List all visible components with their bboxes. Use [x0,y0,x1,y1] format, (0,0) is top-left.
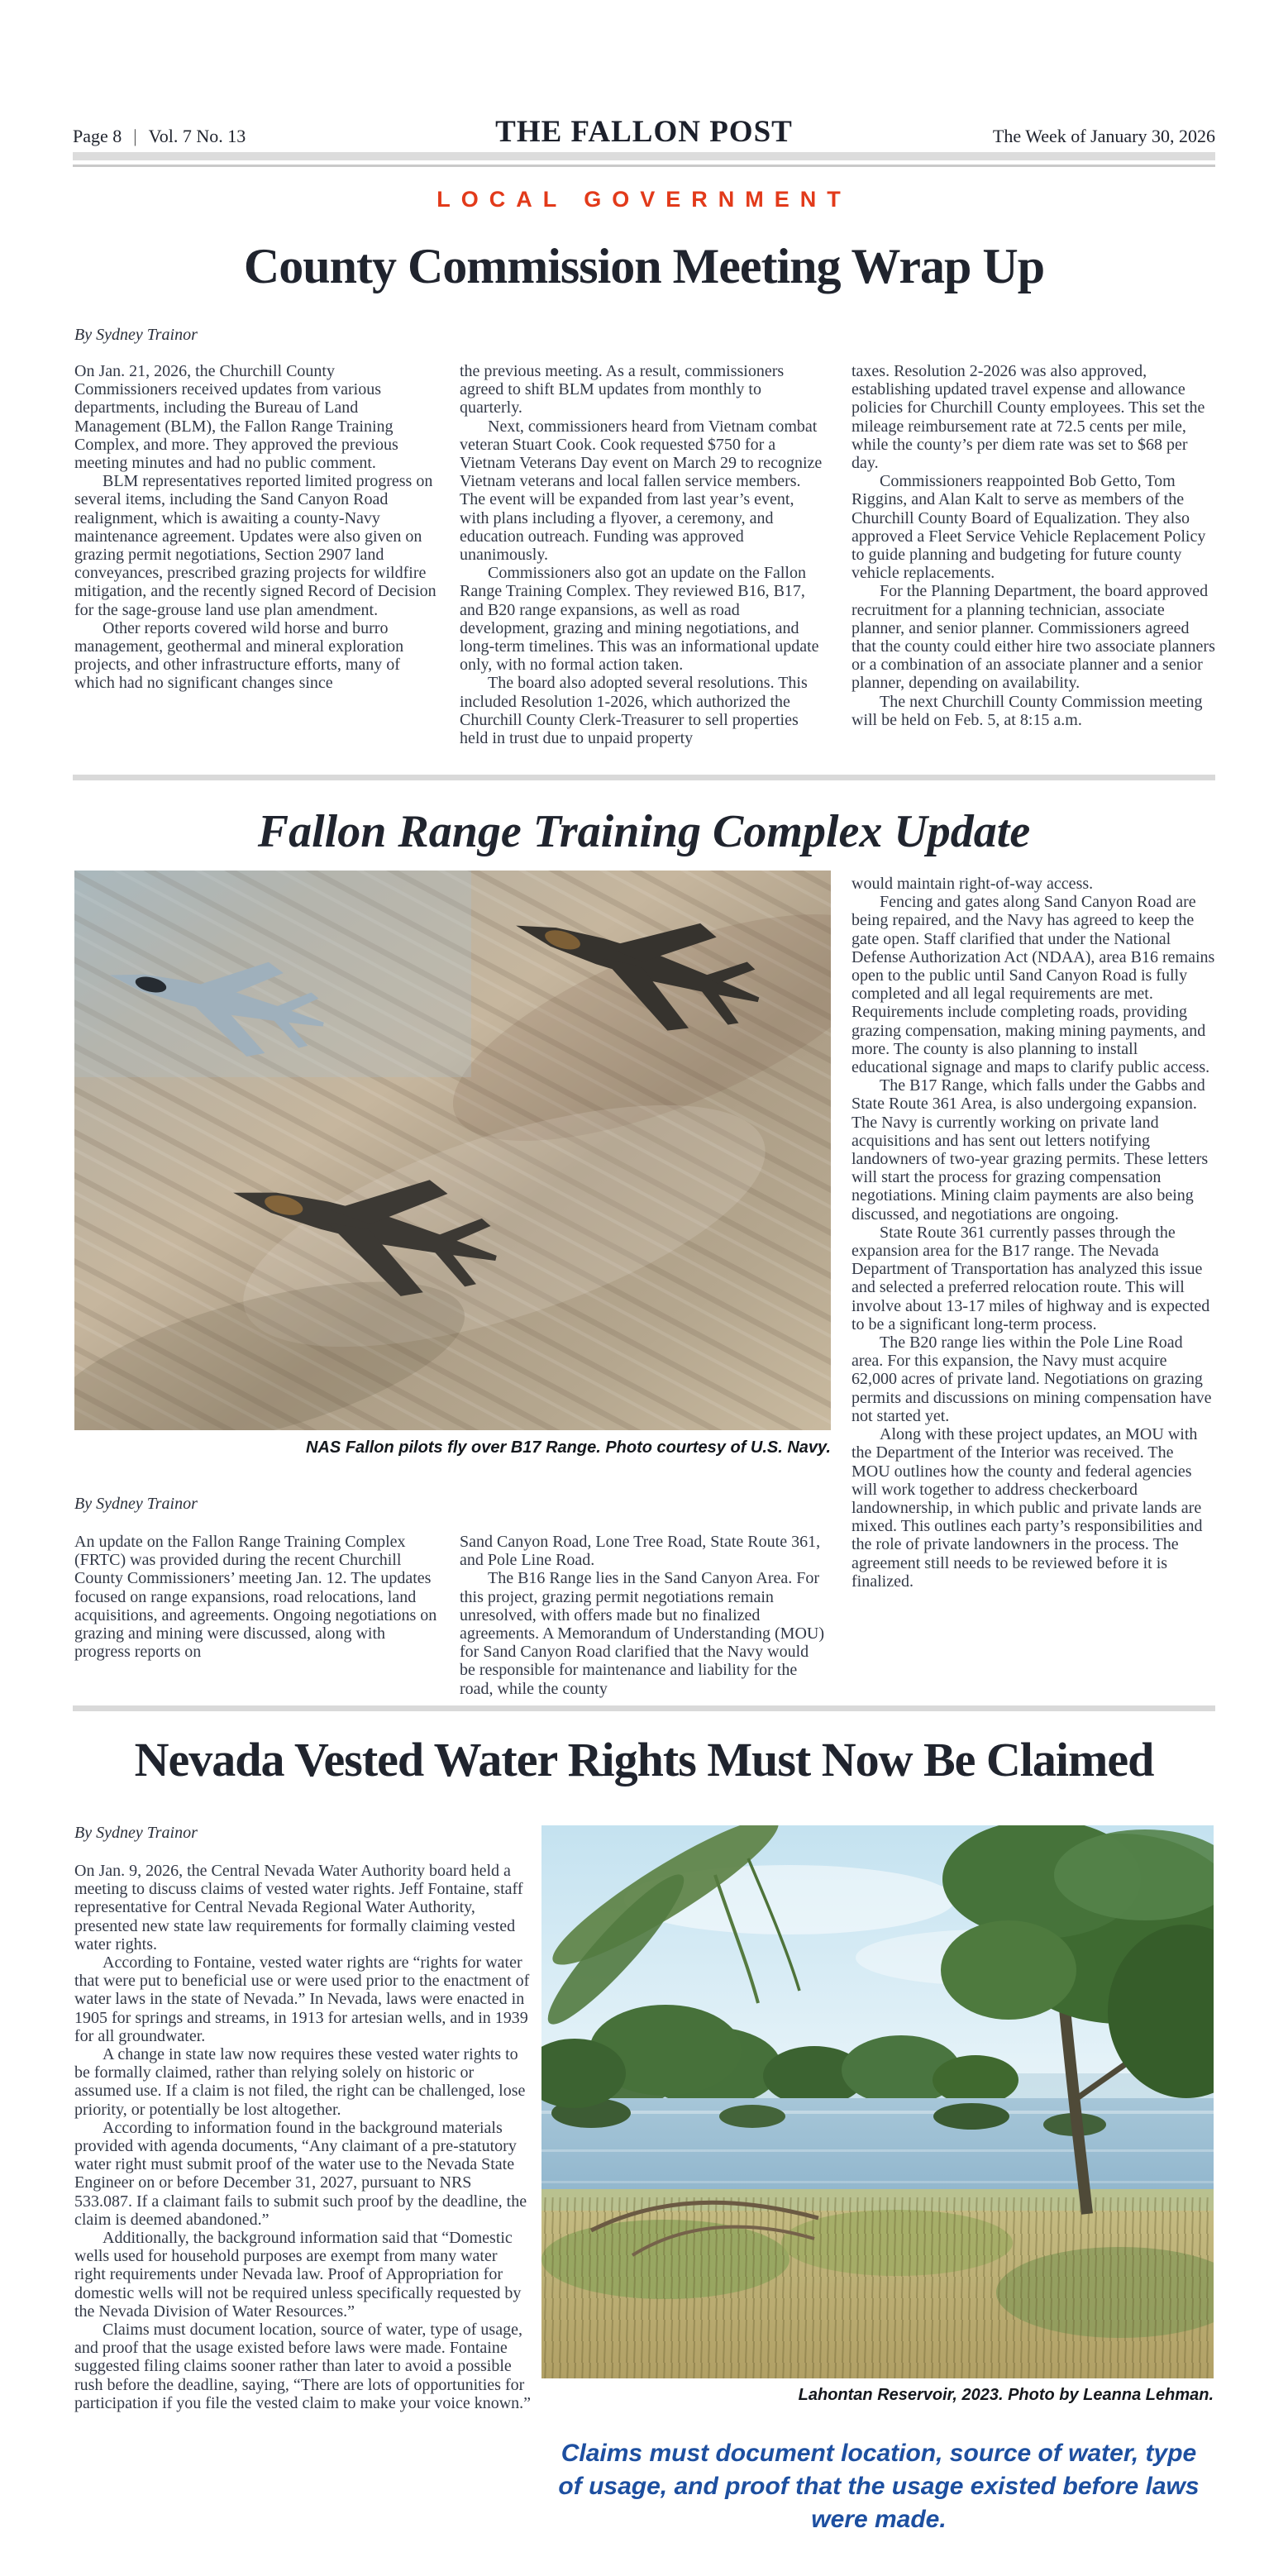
paragraph: An update on the Fallon Range Training Complex (FRTC) was provided during the recent Churchill County Commissioners’ meeting Jan. 12. The updates focused on range expansions, road relocations, land acquisitions, and agreements. Ongoing negotiations on grazing and mining were discussed, along with progress reports on [74,1533,437,1662]
article2-right-column [852,875,1215,1591]
paragraph: State Route 361 currently passes through the expansion area for the B17 range. The Nevada Department of Transportation has analyzed this issue and selected a preferred relocation route. This will involve about 13-17 miles of highway and is expected to be a significant long-term process. [852,1223,1210,1333]
pull-quote: Claims must document location, source of water, type of usage, and proof that the usage existed before laws were made. [558,2440,1200,2534]
article3-byline: By Sydney Trainor [74,1824,198,1842]
paragraph: According to Fontaine, vested water rights are “rights for water that were put to beneficial use or were used prior to the enactment of water laws in the state of Nevada.” In Nevada, laws were enacted in 1905 for springs and streams, in 1913 for artesian wells, and in 1939 for all groundwater. [74,1953,530,2045]
header-date: The Week of January 30, 2026 [992,126,1215,146]
article2-below-left-column [74,1533,440,1661]
article2-byline: By Sydney Trainor [74,1495,198,1513]
paragraph: Additionally, the background information said that “Domestic wells used for household purposes are exempt from many water right requirements under Nevada law. Proof of Appropriation for domestic wells will not be required unless specifically requested by the Nevada Division of Water Resources.” [74,2229,522,2321]
paragraph: Next, commissioners heard from Vietnam combat veteran Stuart Cook. Cook requested $750 for a Vietnam Veterans Day event on March 29 to recognize Vietnam veterans and local fallen service members. The event will be expanded from last year’s event, with plans including a flyover, a ceremony, and education outreach. Funding was approved unanimously. [460,417,823,565]
paragraph: The board also adopted several resolutions. This included Resolution 1-2026, which authorized the Churchill County Clerk-Treasurer to sell properties held in trust due to unpaid property [460,674,808,748]
reservoir-photo-illustration [541,1825,1214,2378]
paragraph: BLM representatives reported limited progress on several items, including the Sand Canyon Road realignment, which is awaiting a county-Navy maintenance agreement. Updates were also given on grazing permit negotiations, Section 2907 land conveyances, prescribed grazing projects for wildfire mitigation, and the recently signed Record of Decision for the sage-grouse land use plan amendment. [74,472,436,619]
page-number: Page 8 [73,126,122,146]
article1-headline: County Commission Meeting Wrap Up [243,239,1045,293]
masthead: THE FALLON POST [495,115,793,149]
jets-photo-caption: NAS Fallon pilots fly over B17 Range. Photo courtesy of U.S. Navy. [306,1438,831,1457]
article3-left-column [74,1862,532,2412]
article3-headline: Nevada Vested Water Rights Must Now Be Claimed [134,1733,1154,1787]
section-label: LOCAL GOVERNMENT [436,187,852,212]
paragraph: would maintain right-of-way access. [852,875,1094,893]
article1-column-2 [460,362,825,747]
paragraph: On Jan. 9, 2026, the Central Nevada Water Authority board held a meeting to discuss claims of vested water rights. Jeff Fontaine, staff representative for Central Nevada Regional Water Authority, presented new state law requirements for formally claiming vested water rights. [74,1862,523,1953]
paragraph: taxes. Resolution 2-2026 was also approved, establishing updated travel expense and allowance policies for Churchill County employees. This set the mileage reimbursement rate at 72.5 cents per mile, while the county’s per diem rate was set to $68 per day. [852,362,1205,473]
article-divider [73,775,1215,780]
paragraph: The B20 range lies within the Pole Line Road area. For this expansion, the Navy must acquire 62,000 acres of private land. Negotiations on grazing permits and discussions on mining compensation have not started yet. [852,1333,1212,1425]
article1-column-1 [74,362,440,693]
paragraph: The B17 Range, which falls under the Gabbs and State Route 361 Area, is also undergoing expansion. The Navy is currently working on private land acquisitions and has sent out letters notifying landowners of two-year grazing permits. These letters will start the process for grazing compensation negotiations. Mining claim payments are also being discussed, and negotiations are ongoing. [852,1076,1209,1224]
volume-number: Vol. 7 No. 13 [148,126,246,146]
paragraph: Commissioners reappointed Bob Getto, Tom Riggins, and Alan Kalt to serve as members of the Churchill County Board of Equalization. They also approved a Fleet Service Vehicle Replacement Policy to guide planning and budgeting for future county vehicle replacements. [852,472,1206,583]
paragraph: Along with these project updates, an MOU with the Department of the Interior was received. The MOU outlines how the county and federal agencies will work together to address checkerboard landownership, in which public and private lands are mixed. This outlines each party’s responsibilities and the role of private landowners in the process. The agreement still needs to be reviewed before it is finalized. [852,1425,1203,1591]
header-rule-thick [73,152,1215,160]
paragraph: Claims must document location, source of water, type of usage, and proof that the usage existed before laws were made. Fontaine suggested filing claims sooner rather than later to avoid a possible rush before the deadline, saying, “There are lots of opportunities for participation if you file the vested claim to make your voice known.” [74,2321,532,2412]
jets-photo [74,871,831,1430]
paragraph: A change in state law now requires these vested water rights to be formally claimed, rather than relying solely on historic or assumed use. If a claim is not filed, the right can be challenged, lose priority, or potentially be lost altogether. [74,2045,526,2119]
header-separator: | [133,126,137,146]
paragraph: The next Churchill County Commission meeting will be held on Feb. 5, at 8:15 a.m. [852,692,1203,729]
paragraph: On Jan. 21, 2026, the Churchill County Commissioners received updates from various departments, including the Bureau of Land Management (BLM), the Fallon Range Training Complex, and more. They approved the previous meeting minutes and had no public comment. [74,362,398,473]
paragraph: the previous meeting. As a result, commissioners agreed to shift BLM updates from monthly to quarterly. [460,362,785,417]
paragraph: Sand Canyon Road, Lone Tree Road, State Route 361, and Pole Line Road. [460,1533,821,1570]
article2-headline: Fallon Range Training Complex Update [257,806,1031,857]
article-divider [73,1705,1215,1711]
jets-photo-illustration [74,871,831,1430]
paragraph: Other reports covered wild horse and burro management, geothermal and mineral exploration projects, and other infrastructure efforts, many of which had no significant changes since [74,618,404,693]
paragraph: According to information found in the background materials provided with agenda documents, “Any claimant of a pre-statutory water right must submit proof of the water use to the Nevada State Engineer on or before December 31, 2027, pursuant to NRS 533.087. If a claimant fails to submit such proof by the deadline, the claim is deemed abandoned.” [74,2118,527,2229]
reservoir-photo [541,1825,1214,2378]
article1-column-3 [852,362,1215,729]
paragraph: Fencing and gates along Sand Canyon Road are being repaired, and the Navy has agreed to keep the gate open. Staff clarified that under the National Defense Authorization Act (NDAA), area B16 remains open to the public until Sand Canyon Road is fully completed and all legal requirements are met. Requirements include completing roads, providing grazing compensation, making mining payments, and more. The county is also planning to install educational signage and maps to clarify public access. [852,893,1215,1077]
paragraph: For the Planning Department, the board approved recruitment for a planning technician, associate planner, and senior planner. Commissioners agreed that the county could either hire two associate planners or a combination of an associate planner and a senior planner, depending on availability. [852,582,1215,693]
paragraph: Commissioners also got an update on the Fallon Range Training Complex. They reviewed B16, B17, and B20 range expansions, as well as road development, grazing and mining negotiations, and long-term timelines. This was an informational update only, with no formal action taken. [460,564,819,675]
article1-byline: By Sydney Trainor [74,326,198,344]
paragraph: The B16 Range lies in the Sand Canyon Area. For this project, grazing permit negotiations remain unresolved, with offers made but no finalized agreements. A Memorandum of Understanding (MOU) for Sand Canyon Road clarified that the Navy would be responsible for maintenance and liability for the road, while the county [460,1569,825,1698]
article2-below-mid-column [460,1533,825,1698]
header-rule-thin [73,165,1215,167]
reservoir-photo-caption: Lahontan Reservoir, 2023. Photo by Leanna Lehman. [798,2386,1214,2404]
